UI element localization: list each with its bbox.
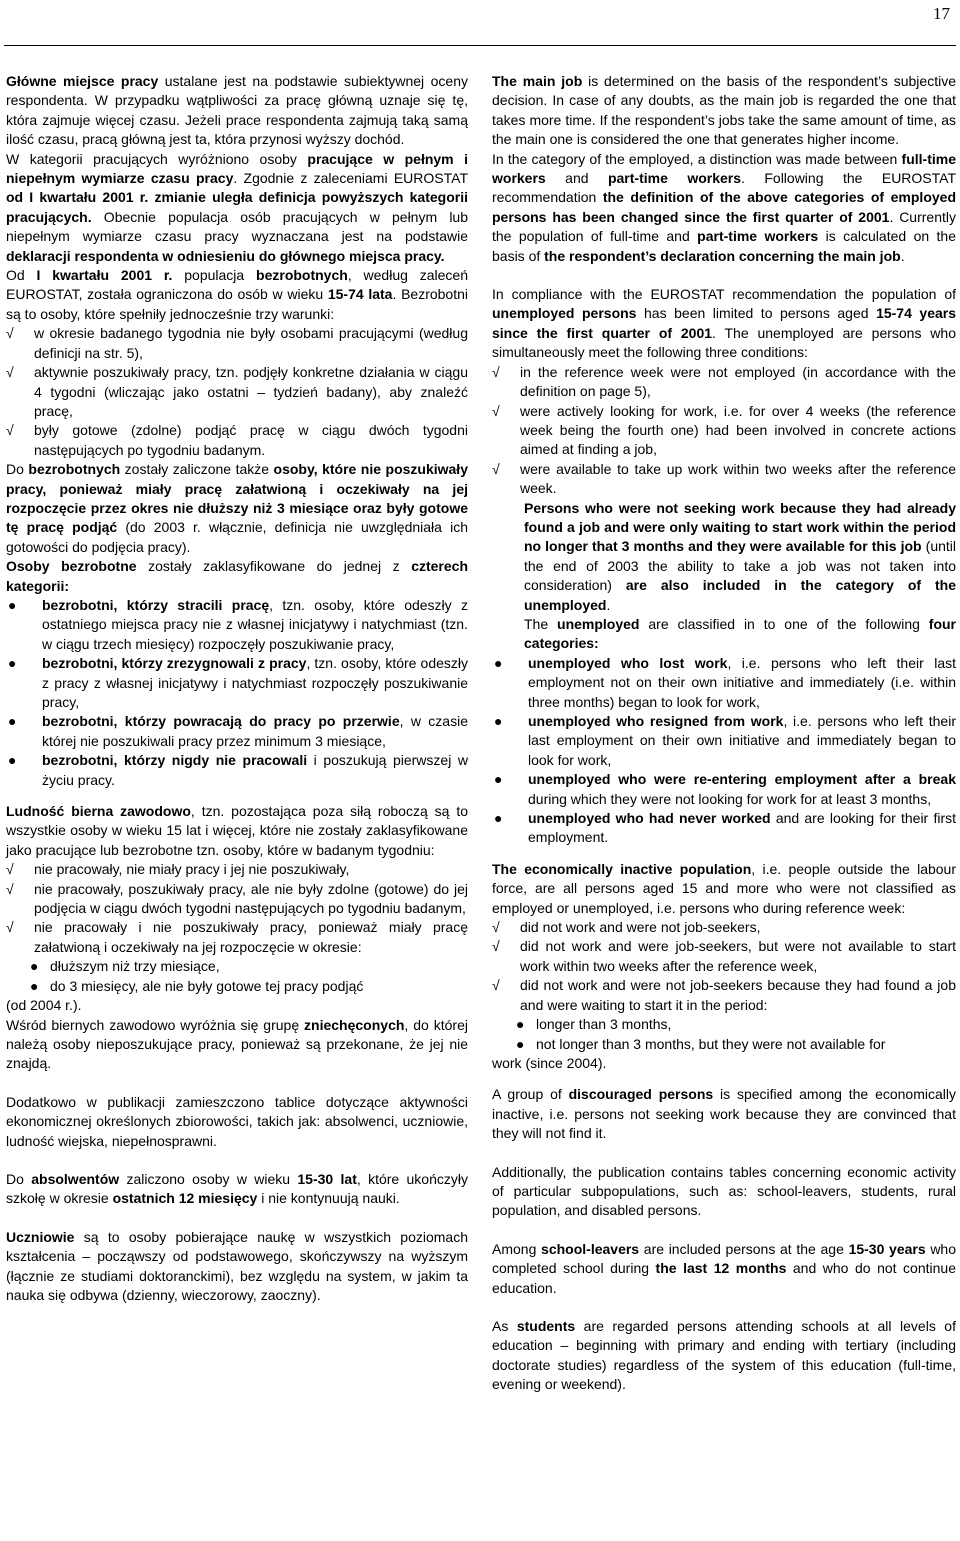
bullet-item <box>6 654 468 712</box>
sub-bullet-tail: (od 2004 r.). <box>6 997 82 1014</box>
bullet-item-text: , w czasie której nie poszukiwali pracy przez minimum 3 miesiące, <box>42 713 468 749</box>
sub-bullet-text: longer than 3 months, <box>536 1016 672 1033</box>
bullet-item-title: unemployed who were re-entering employment after a break <box>528 771 956 788</box>
paragraph-categories-en: The unemployed are classified in to one of the following four categories: <box>524 615 956 652</box>
bullet-item-title: bezrobotni, którzy zrezygnowali z pracy <box>42 655 307 672</box>
paragraph-students-pl: Uczniowie są to osoby pobierające naukę w wszystkich poziomach kształcenia – począwszy od podstawowego, skończywszy na wyższym (łącznie ze studiami doktoranckimi), bez względu na system, w jakim ta nauka się odbywa (dzienny, wieczorowy, zaoczny). <box>6 1228 468 1303</box>
sub-bullet-item <box>492 1035 956 1054</box>
bullet-icon: ● <box>494 771 503 788</box>
bullet-icon: ● <box>494 654 503 671</box>
bullet-item-text: and are looking for their first employment. <box>528 810 956 846</box>
sub-bullet-item <box>492 1015 956 1034</box>
check-icon: √ <box>6 880 14 897</box>
bullet-item <box>492 770 956 809</box>
check-icon: √ <box>6 919 14 936</box>
polish-column <box>6 72 468 1305</box>
bullet-item-text: i poszukują pierwszej w życiu pracy. <box>42 752 468 788</box>
bullet-item <box>6 751 468 790</box>
check-item <box>6 918 468 957</box>
check-item <box>492 918 956 937</box>
header-rule <box>4 45 956 46</box>
check-item-text: nie pracowały i nie poszukiwały pracy, ponieważ miały pracę załatwioną i oczekiwały na jej rozpoczęcie w okresie: <box>34 919 468 955</box>
bullet-item-title: unemployed who resigned from work <box>528 713 784 729</box>
bullet-item <box>6 712 468 751</box>
check-item <box>6 421 468 460</box>
bullet-icon: ● <box>516 1035 525 1052</box>
check-item <box>492 402 956 460</box>
english-column <box>492 72 956 1395</box>
paragraph-discouraged-pl: Wśród biernych zawodowo wyróżnia się grupę zniechęconych, do której należą osoby nieposzukujące pracy, ponieważ są przekonane, że jej nie znajdą. <box>6 1016 468 1072</box>
bullet-icon: ● <box>516 1016 525 1033</box>
check-item-text: were available to take up work within two weeks after the reference week. <box>520 460 956 497</box>
bullet-item-text: , tzn. osoby, które odeszły z ostatniego miejsca pracy nie z własnej inicjatywy i natychmiast (tzn. w ciągu trzech miesięcy) rozpoczęły poszukiwanie pracy, <box>42 596 468 652</box>
bullet-icon: ● <box>8 752 17 769</box>
bullet-item <box>492 654 956 712</box>
paragraph-students-en: As students are regarded persons attending schools at all levels of education – beginning with primary and ending with tertiary (including doctorate studies) regardless of the system of this education (full-time, evening or weekend). <box>492 1317 956 1393</box>
paragraph-fulltime-en: In the category of the employed, a distinction was made between full-time workers and part-time workers. Following the EUROSTAT recommendation the definition of the above categories of employed persons has been changed since the first quarter of 2001. Currently the population of full-time and part-time workers is calculated on the basis of the respondent’s declaration concerning the main job. <box>492 150 957 264</box>
paragraph-waiting-en: Persons who were not seeking work because they had already found a job and were only waiting to start work within the period no longer that 3 months and they were available for this job (until the end of 2003 the ability to take a job was not taken into consideration) are also included in the category of the unemployed. <box>524 499 957 613</box>
bullet-item-title: bezrobotni, którzy powracają do pracy po przerwie <box>42 713 400 730</box>
check-icon: √ <box>6 364 14 381</box>
bullet-icon: ● <box>8 596 17 613</box>
paragraph-fulltime-pl: W kategorii pracujących wyróżniono osoby pracujące w pełnym i niepełnym wymiarze czasu pracy. Zgodnie z zaleceniami EUROSTAT od I kwartału 2001 r. zmianie uległa definicja powyższych kategorii pracujących. Obecnie populacja osób pracujących w pełnym lub niepełnym wymiarze czasu pracy wyznaczana jest na podstawie deklaracji respondenta w odniesieniu do głównego miejsca pracy. <box>6 150 468 264</box>
check-item-text: in the reference week were not employed (in accordance with the definition on page 5), <box>520 363 956 400</box>
bullet-item-text: , tzn. osoby, które odeszły z pracy z własnej inicjatywy i natychmiast rozpoczęły poszukiwanie pracy, <box>42 655 468 710</box>
check-icon: √ <box>6 325 14 342</box>
check-item-text: były gotowe (zdolne) podjąć pracę w ciągu dwóch tygodni następujących po tygodniu badanym. <box>34 422 468 458</box>
check-item-text: did not work and were not job-seekers, <box>520 919 761 936</box>
check-icon: √ <box>492 402 500 419</box>
check-icon: √ <box>492 977 500 994</box>
sub-bullet-item <box>6 957 468 976</box>
check-item-text: did not work and were job-seekers, but were not available to start work within two weeks after the reference week, <box>520 938 956 974</box>
check-item-text: nie pracowały, poszukiwały pracy, ale nie były zdolne (gotowe) do jej podjęcia w ciągu dwóch tygodni następujących po tygodniu badanym, <box>34 880 468 917</box>
check-item <box>492 937 956 976</box>
paragraph-graduates-pl: Do absolwentów zaliczono osoby w wieku 15-30 lat, które ukończyły szkołę w okresie ostatnich 12 miesięcy i nie kontynuują nauki. <box>6 1170 468 1207</box>
paragraph-inactive-pl: Ludność bierna zawodowo, tzn. pozostająca poza siłą roboczą są to wszystkie osoby w wieku 15 lat i więcej, które nie zostały zaklasyfikowane jako pracujące lub bezrobotne tzn. osoby, które w badanym tygodniu: <box>6 803 468 858</box>
check-item <box>6 324 468 363</box>
sub-bullet-item <box>6 977 468 996</box>
paragraph-inactive-en: The economically inactive population, i.e. people outside the labour force, are all persons aged 15 and more who were not classified as employed or unemployed, i.e. persons who during reference week: <box>492 860 957 916</box>
bullet-icon: ● <box>8 655 17 672</box>
check-item-text: w okresie badanego tygodnia nie były osobami pracującymi (według definicji na str. 5), <box>34 325 468 361</box>
bullet-item-text: , i.e. persons who left their last employment on their own initiative and immediately began to look for work, <box>528 713 956 768</box>
sub-bullet-tail: work (since 2004). <box>492 1054 607 1071</box>
bullet-icon: ● <box>30 958 39 975</box>
paragraph-graduates-en: Among school-leavers are included persons at the age 15-30 years who completed school during the last 12 months and who do not continue education. <box>492 1240 957 1296</box>
check-item <box>6 880 468 919</box>
bullet-item-title: unemployed who lost work <box>528 654 728 671</box>
sub-bullet-text: dłuższym niż trzy miesiące, <box>50 958 220 975</box>
paragraph-subpopulations-pl: Dodatkowo w publikacji zamieszczono tablice dotyczące aktywności ekonomicznej określonych zbiorowości, takich jak: absolwenci, uczniowie, ludność wiejska, niepełnosprawni. <box>6 1093 468 1149</box>
paragraph-unemployed-en: In compliance with the EUROSTAT recommendation the population of unemployed persons has been limited to persons aged 15-74 years since the first quarter of 2001. The unemployed are persons who simultaneously meet the following three conditions: <box>492 286 957 361</box>
check-item-text: did not work and were not job-seekers because they had found a job and were waiting to start it in the period: <box>520 977 956 1013</box>
bullet-item-title: bezrobotni, którzy stracili pracę <box>42 596 270 613</box>
check-item <box>6 363 468 421</box>
check-icon: √ <box>6 422 14 439</box>
paragraph-waiting-pl: Do bezrobotnych zostały zaliczone także osoby, które nie poszukiwały pracy, ponieważ miały pracę załatwioną i oczekiwały na jej rozpoczęcie przez okres nie dłuższy niż 3 miesiące oraz były gotowe tę pracę podjąć (do 2003 r. włącznie, definicja nie uwzględniała ich gotowości do podjęcia pracy). <box>6 461 468 555</box>
check-item <box>492 363 956 402</box>
paragraph-main-job-pl: Główne miejsce pracy ustalane jest na podstawie subiektywnej oceny respondenta. W przypadku wątpliwości za pracę główną uznaje się tę, która zajmuje więcej czasu. Jeżeli prace respondenta zajmują taką samą ilość czasu, pracą główną jest ta, która przynosi wyższy dochód. <box>6 73 468 148</box>
paragraph-categories-pl: Osoby bezrobotne zostały zaklasyfikowane do jednej z czterech kategorii: <box>6 558 468 594</box>
check-item-text: were actively looking for work, i.e. for over 4 weeks (the reference week being the fourth one) had been involved in concrete actions aimed at finding a job, <box>520 402 956 458</box>
paragraph-unemployed-pl: Od I kwartału 2001 r. populacja bezrobotnych, według zaleceń EUROSTAT, została ograniczona do osób w wieku 15-74 lata. Bezrobotni są to osoby, które spełniły jednocześnie trzy warunki: <box>6 267 469 322</box>
check-item <box>492 460 956 499</box>
paragraph-subpopulations-en: Additionally, the publication contains tables concerning economic activity of particular subpopulations, such as: school-leavers, students, rural population, and disabled persons. <box>492 1163 956 1219</box>
check-item <box>492 976 956 1015</box>
check-item <box>6 860 468 879</box>
check-item-text: nie pracowały, nie miały pracy i jej nie poszukiwały, <box>34 861 350 878</box>
bullet-item-title: unemployed who had never worked <box>528 810 771 827</box>
bullet-item-title: bezrobotni, którzy nigdy nie pracowali <box>42 752 308 769</box>
check-item-text: aktywnie poszukiwały pracy, tzn. podjęły konkretne działania w ciągu 4 tygodni (wliczając jako ostatni – tydzień badany), aby znaleźć pracę, <box>34 364 468 419</box>
bullet-icon: ● <box>494 810 503 827</box>
bullet-item-text: during which they were not looking for work for at least 3 months, <box>528 790 932 807</box>
bullet-icon: ● <box>30 977 39 994</box>
check-icon: √ <box>492 938 500 955</box>
bullet-item <box>6 596 468 654</box>
sub-bullet-text: do 3 miesięcy, ale nie były gotowe tej pracy podjąć <box>50 977 364 994</box>
bullet-item <box>492 712 956 770</box>
check-icon: √ <box>492 460 500 477</box>
check-icon: √ <box>6 861 14 878</box>
bullet-icon: ● <box>494 713 503 729</box>
bullet-icon: ● <box>8 713 17 730</box>
check-icon: √ <box>492 363 500 380</box>
check-icon: √ <box>492 919 500 936</box>
paragraph-discouraged-en: A group of discouraged persons is specified among the economically inactive, i.e. persons not seeking work because they are convinced that they will not find it. <box>492 1086 956 1142</box>
sub-bullet-text: not longer than 3 months, but they were not available for <box>536 1035 886 1052</box>
paragraph-main-job-en: The main job is determined on the basis of the respondent’s subjective decision. In case of any doubts, as the main job is regarded the one that takes more time. If the respondent’s jobs take the same amount of time, as the main one is considered the one that generates higher income. <box>492 73 956 148</box>
bullet-item-text: , i.e. persons who left their last employment not on their own initiative and immediately (i.e. within three months) began to look for work, <box>528 654 957 710</box>
bullet-item <box>492 809 956 848</box>
page-number: 17 <box>933 4 950 23</box>
